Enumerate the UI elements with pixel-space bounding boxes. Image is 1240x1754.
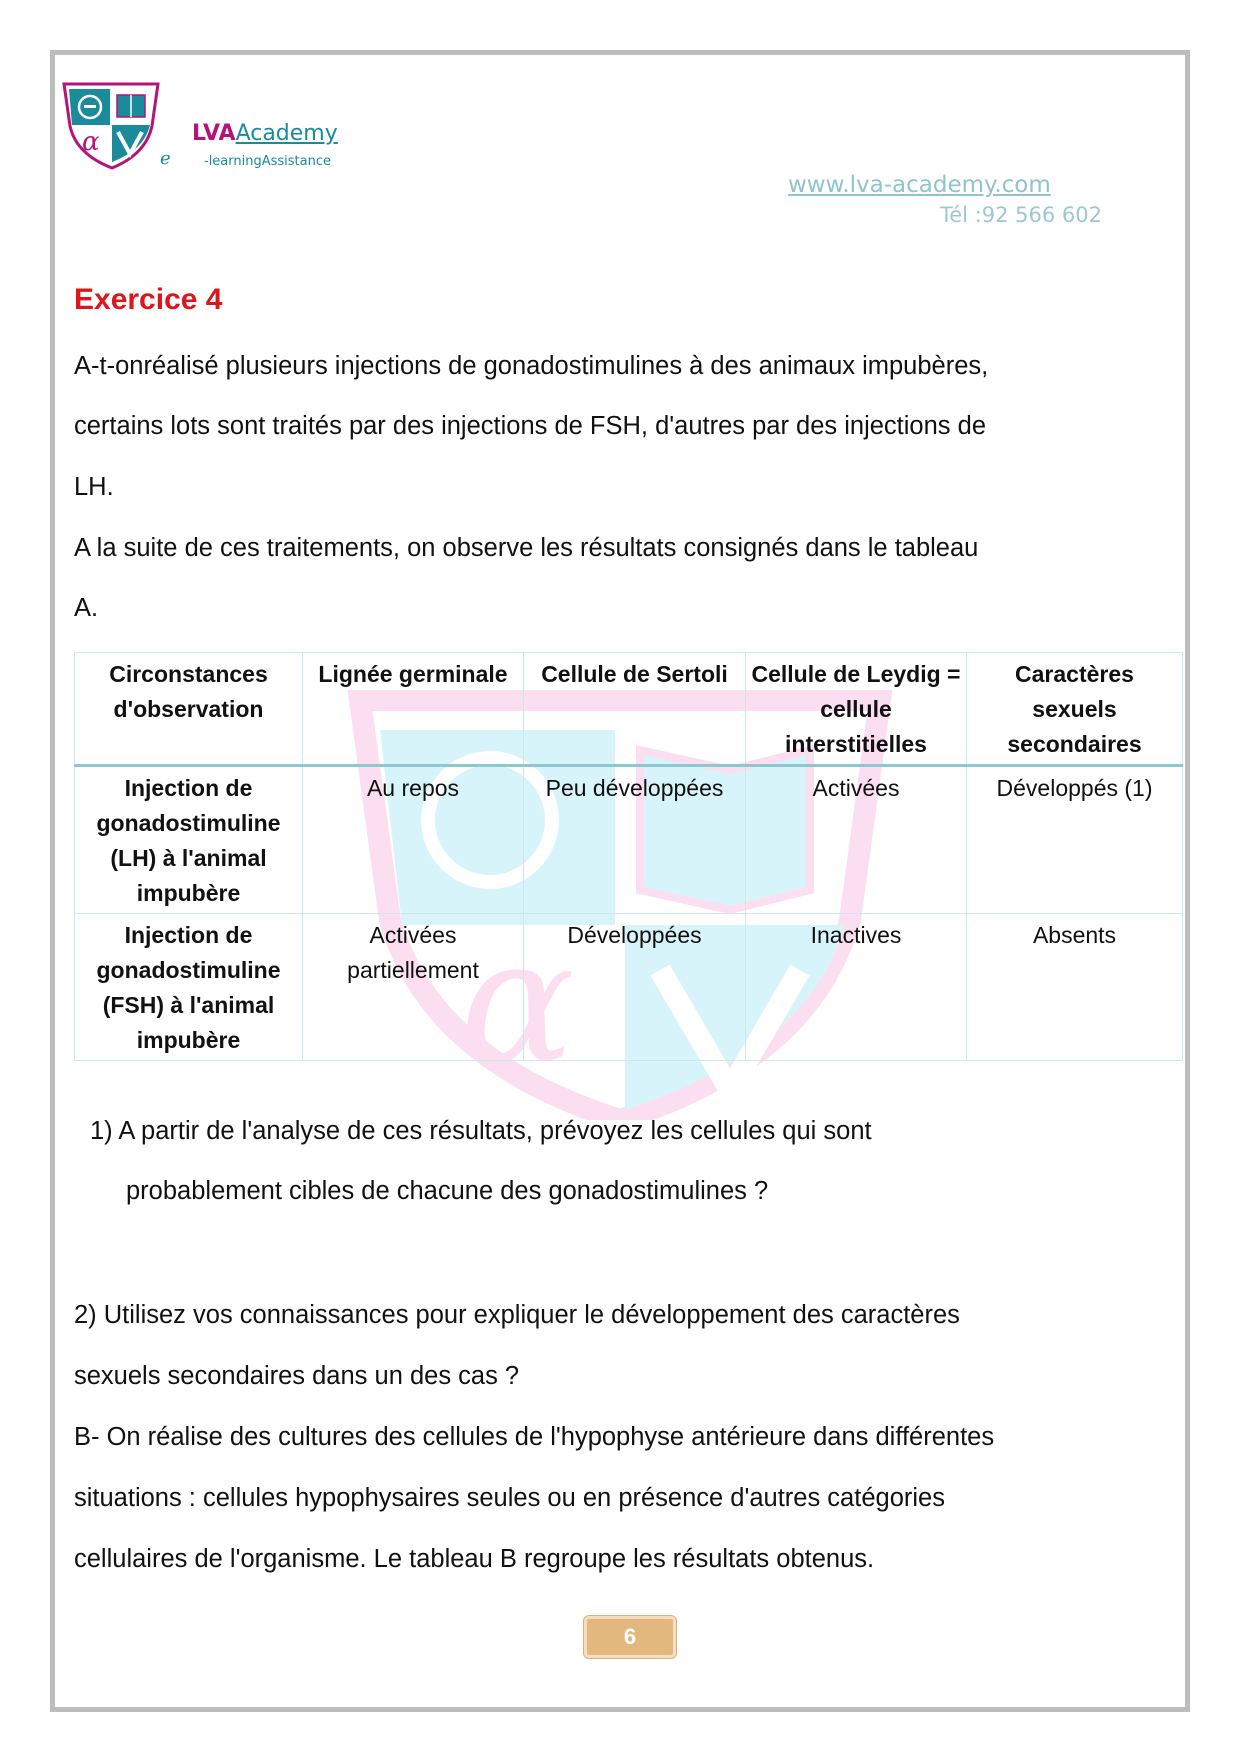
intro-line: A. bbox=[74, 594, 99, 622]
cell-lignee: Activées partiellement bbox=[303, 914, 524, 1061]
part-b-line: situations : cellules hypophysaires seules ou en présence d'autres catégories bbox=[74, 1484, 945, 1512]
header-lignee: Lignée germinale bbox=[303, 653, 524, 766]
brand-lva: LVA bbox=[192, 121, 236, 146]
table-a bbox=[74, 652, 1183, 1061]
header-leydig: Cellule de Leydig = cellule interstitielles bbox=[746, 653, 967, 766]
question-2-line-2: sexuels secondaires dans un des cas ? bbox=[74, 1362, 520, 1390]
part-b-line: cellulaires de l'organisme. Le tableau B regroupe les résultats obtenus. bbox=[74, 1545, 875, 1573]
question-1-line-1: 1) A partir de l'analyse de ces résultats, prévoyez les cellules qui sont bbox=[90, 1117, 872, 1145]
intro-line: A-t-onréalisé plusieurs injections de gonadostimulines à des animaux impubères, bbox=[74, 352, 989, 380]
lva-shield-logo-icon bbox=[60, 80, 162, 170]
row-condition: Injection de gonadostimuline (FSH) à l'animal impubère bbox=[75, 914, 303, 1061]
row-condition: Injection de gonadostimuline (LH) à l'animal impubère bbox=[75, 766, 303, 914]
brand-academy-link[interactable]: Academy bbox=[235, 121, 338, 146]
brand-e: e bbox=[160, 148, 171, 169]
header-sertoli: Cellule de Sertoli bbox=[524, 653, 746, 766]
svg-text:α: α bbox=[82, 127, 100, 157]
page-number-badge: 6 bbox=[584, 1616, 676, 1658]
table-header-row bbox=[75, 653, 1183, 766]
question-1-line-2: probablement cibles de chacune des gonadostimulines ? bbox=[126, 1177, 769, 1205]
part-b-line: B- On réalise des cultures des cellules de l'hypophyse antérieure dans différentes bbox=[74, 1423, 995, 1451]
intro-line: A la suite de ces traitements, on observe les résultats consignés dans le tableau bbox=[74, 534, 979, 562]
intro-line: certains lots sont traités par des injections de FSH, d'autres par des injections de bbox=[74, 412, 986, 440]
cell-caracteres: Développés (1) bbox=[967, 766, 1183, 914]
header-circonstances: Circonstances d'observation bbox=[75, 653, 303, 766]
cell-caracteres: Absents bbox=[967, 914, 1183, 1061]
svg-text:α: α bbox=[460, 903, 575, 1101]
table-row bbox=[75, 914, 1183, 1061]
intro-line: LH. bbox=[74, 473, 114, 501]
header-caracteres: Caractères sexuels secondaires bbox=[967, 653, 1183, 766]
cell-lignee: Au repos bbox=[303, 766, 524, 914]
cell-leydig: Activées bbox=[746, 766, 967, 914]
exercise-title: Exercice 4 bbox=[74, 283, 223, 316]
cell-sertoli: Développées bbox=[524, 914, 746, 1061]
website-link[interactable]: www.lva-academy.com bbox=[788, 172, 1051, 198]
brand-subtitle: -learningAssistance bbox=[204, 154, 331, 169]
table-row bbox=[75, 766, 1183, 914]
question-2-line-1: 2) Utilisez vos connaissances pour expliquer le développement des caractères bbox=[74, 1301, 960, 1329]
cell-sertoli: Peu développées bbox=[524, 766, 746, 914]
phone-number: Tél :92 566 602 bbox=[940, 203, 1103, 227]
cell-leydig: Inactives bbox=[746, 914, 967, 1061]
brand-name bbox=[192, 121, 338, 146]
